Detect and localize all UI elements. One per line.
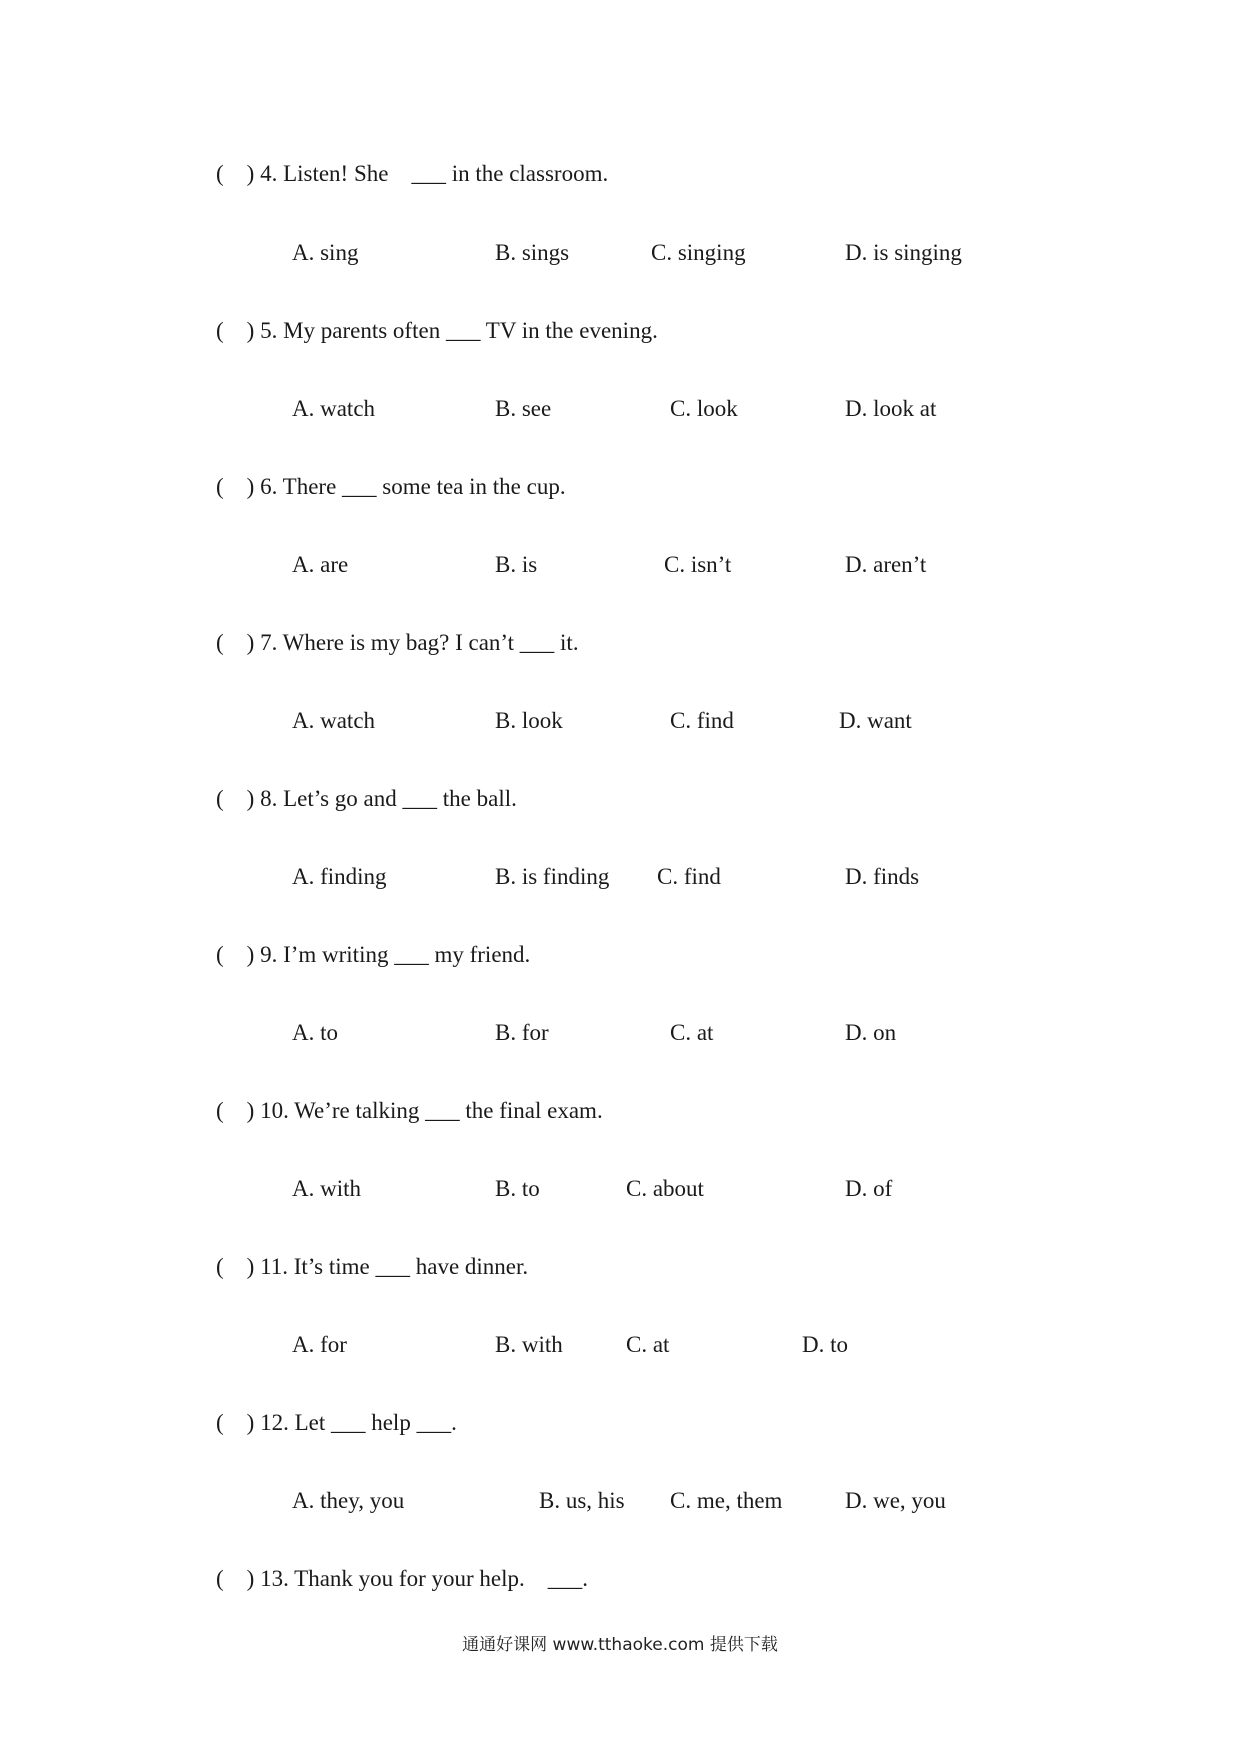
option-b: B. sings bbox=[495, 240, 570, 265]
option-b: B. is finding bbox=[495, 864, 610, 889]
option-d: D. to bbox=[802, 1332, 848, 1357]
options-11 bbox=[0, 1332, 1240, 1362]
option-d: D. look at bbox=[845, 396, 937, 421]
option-a: A. watch bbox=[292, 708, 376, 733]
question-7: ( ) 7. Where is my bag? I can’t ___ it. bbox=[216, 630, 579, 655]
option-a: A. to bbox=[292, 1020, 338, 1045]
question-5: ( ) 5. My parents often ___ TV in the evening. bbox=[216, 318, 658, 343]
options-5 bbox=[0, 396, 1240, 426]
option-c: C. at bbox=[670, 1020, 714, 1045]
option-a: A. finding bbox=[292, 864, 387, 889]
options-4 bbox=[0, 240, 1240, 270]
option-a: A. they, you bbox=[292, 1488, 405, 1513]
question-11: ( ) 11. It’s time ___ have dinner. bbox=[216, 1254, 529, 1279]
option-c: C. singing bbox=[651, 240, 746, 265]
option-b: B. to bbox=[495, 1176, 540, 1201]
question-12: ( ) 12. Let ___ help ___. bbox=[216, 1410, 457, 1435]
option-d: D. is singing bbox=[845, 240, 962, 265]
option-c: C. isn’t bbox=[664, 552, 732, 577]
question-4: ( ) 4. Listen! She ___ in the classroom. bbox=[216, 161, 609, 186]
options-9 bbox=[0, 1020, 1240, 1050]
option-c: C. at bbox=[626, 1332, 670, 1357]
option-b: B. with bbox=[495, 1332, 563, 1357]
option-b: B. for bbox=[495, 1020, 549, 1045]
option-d: D. aren’t bbox=[845, 552, 927, 577]
option-a: A. are bbox=[292, 552, 349, 577]
option-d: D. finds bbox=[845, 864, 920, 889]
options-12 bbox=[0, 1488, 1240, 1518]
option-a: A. watch bbox=[292, 396, 376, 421]
options-10 bbox=[0, 1176, 1240, 1206]
option-c: C. find bbox=[670, 708, 734, 733]
options-6 bbox=[0, 552, 1240, 582]
option-b: B. is bbox=[495, 552, 538, 577]
option-a: A. with bbox=[292, 1176, 361, 1201]
question-9: ( ) 9. I’m writing ___ my friend. bbox=[216, 942, 531, 967]
option-c: C. find bbox=[657, 864, 721, 889]
options-7 bbox=[0, 708, 1240, 738]
question-6: ( ) 6. There ___ some tea in the cup. bbox=[216, 474, 566, 499]
option-c: C. me, them bbox=[670, 1488, 783, 1513]
option-d: D. we, you bbox=[845, 1488, 946, 1513]
option-c: C. about bbox=[626, 1176, 704, 1201]
option-a: A. sing bbox=[292, 240, 359, 265]
question-10: ( ) 10. We’re talking ___ the final exam. bbox=[216, 1098, 603, 1123]
option-b: B. see bbox=[495, 396, 552, 421]
option-d: D. want bbox=[839, 708, 912, 733]
question-8: ( ) 8. Let’s go and ___ the ball. bbox=[216, 786, 517, 811]
option-c: C. look bbox=[670, 396, 738, 421]
option-d: D. of bbox=[845, 1176, 893, 1201]
option-d: D. on bbox=[845, 1020, 897, 1045]
option-b: B. us, his bbox=[539, 1488, 625, 1513]
question-13: ( ) 13. Thank you for your help. ___. bbox=[216, 1566, 588, 1591]
option-b: B. look bbox=[495, 708, 563, 733]
option-a: A. for bbox=[292, 1332, 347, 1357]
options-8 bbox=[0, 864, 1240, 894]
page-footer: 通通好课网 www.tthaoke.com 提供下载 bbox=[462, 1635, 778, 1655]
